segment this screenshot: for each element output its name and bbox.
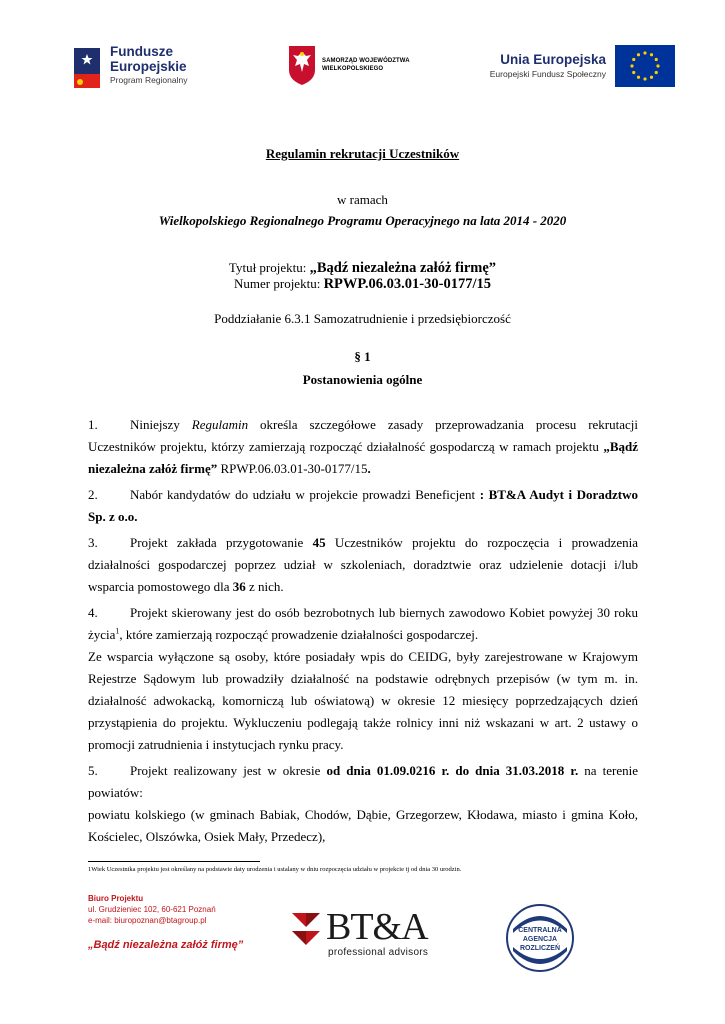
text-run: Niniejszy xyxy=(130,417,192,432)
eu-flag-icon xyxy=(615,45,675,87)
office-address: ul. Grudzieniec 102, 60-621 Poznań xyxy=(88,905,216,914)
eu-star xyxy=(632,71,635,74)
eu-star xyxy=(655,58,658,61)
point-2 xyxy=(88,484,638,528)
bta-logo xyxy=(288,906,438,961)
caroz-line1: CENTRALNA xyxy=(518,927,562,934)
w-ramach: w ramach xyxy=(337,192,388,207)
eagle-shield-icon xyxy=(287,44,317,86)
unia-europejska-label xyxy=(474,52,606,80)
text-run: RPWP.06.03.01-30-0177/15 xyxy=(217,461,368,476)
caroz-line3: ROZLICZEŃ xyxy=(519,945,561,952)
bta-subtitle: professional advisors xyxy=(328,947,429,958)
point-5 xyxy=(88,760,638,804)
point-1 xyxy=(88,414,638,480)
fundusze-europejskie-icon xyxy=(70,44,104,90)
point-number: 5. xyxy=(88,763,98,778)
ue-subtitle: Europejski Fundusz Społeczny xyxy=(489,69,606,79)
regulation-body xyxy=(88,414,638,852)
project-slogan: „Bądź niezależna załóż firmę” xyxy=(88,939,244,951)
point-number: 1. xyxy=(88,417,98,432)
eu-star xyxy=(655,71,658,74)
text-run-bold: : BT&A Audyt i Doradztwo Sp. z o.o. xyxy=(88,487,639,524)
footnote xyxy=(88,866,648,873)
text-run: Nabór kandydatów do udziału w projekcie prowadzi Beneficjent xyxy=(130,487,480,502)
office-email[interactable]: e-mail: biuropoznan@btagroup.pl xyxy=(88,916,207,925)
wielkopolska-logo xyxy=(287,44,437,88)
text-run-bold: od dnia 01.09.0216 r. do dnia 31.03.2018 r. xyxy=(326,763,579,778)
point-number: 3. xyxy=(88,535,98,550)
eu-star xyxy=(632,58,635,61)
project-info xyxy=(60,260,665,292)
text-run-bold: 36 xyxy=(232,579,246,594)
text-run: Projekt realizowany jest w okresie xyxy=(130,763,327,778)
footnote-ref[interactable]: 1 xyxy=(115,626,120,636)
text-run: Uczestników projektu do rozpoczęcia i prowadzenia działalności gospodarczej poprzez udział w szkoleniach, doradztwie oraz udzielenie dotacji i/lub wsparcia pomostowego dla xyxy=(88,535,638,594)
program-name: Wielkopolskiego Regionalnego Programu Operacyjnego na lata 2014 - 2020 xyxy=(158,213,567,228)
footnote-mark: 1 xyxy=(88,866,92,873)
text-run-bold: „Bądź niezależna załóż firmę” xyxy=(88,439,638,476)
project-title-label: Tytuł projektu: xyxy=(228,260,310,275)
fundusze-europejskie-logo xyxy=(70,42,240,94)
eu-star xyxy=(630,64,633,67)
footnote-separator xyxy=(88,861,260,862)
eu-star xyxy=(643,51,646,54)
point-number: 2. xyxy=(88,487,98,502)
text-run: , które zamierzają rozpocząć prowadzenie działalności gospodarczej. xyxy=(119,627,479,642)
text-run: Projekt skierowany jest do osób bezrobotnych lub biernych zawodowo Kobiet powyżej 30 roku życia xyxy=(88,605,638,642)
text-run: określa szczegółowe zasady przeprowadzania procesu rekrutacji Uczestników projektu, którzy zamierzają rozpocząć działalność gospodarczą w ramach projektu xyxy=(88,417,638,454)
eu-star xyxy=(637,76,640,79)
text-run: z nich. xyxy=(245,579,284,594)
text-run-italic: Regulamin xyxy=(191,417,249,432)
eu-star xyxy=(650,76,653,79)
point-3 xyxy=(88,532,638,598)
document-title: Regulamin rekrutacji Uczestników xyxy=(265,146,460,161)
fe-line2: Europejskie xyxy=(110,59,187,74)
eu-star xyxy=(643,77,646,80)
wlkp-line2: WIELKOPOLSKIEGO xyxy=(322,66,384,72)
wlkp-line1: SAMORZĄD WOJEWÓDZTWA xyxy=(322,58,410,64)
point-number: 4. xyxy=(88,605,98,620)
ue-title: Unia Europejska xyxy=(500,52,606,67)
office-title: Biuro Projektu xyxy=(88,894,144,903)
text-run: na terenie powiatów: xyxy=(88,763,638,800)
subaction: Poddziałanie 6.3.1 Samozatrudnienie i przedsiębiorczość xyxy=(214,311,511,326)
text-run-bold: 45 xyxy=(312,535,326,550)
section-title: Postanowienia ogólne xyxy=(302,372,423,387)
footnote-text: Wiek Uczestnika projektu jest określany na podstawie daty urodzenia i ustalany w dniu rozpoczęcia udziału w projekcie tj od dnia 30 urodzin. xyxy=(91,866,462,873)
point-4 xyxy=(88,602,638,646)
section-number: § 1 xyxy=(354,349,371,364)
project-title: „Bądź niezależna załóż firmę” xyxy=(309,260,497,276)
bta-mark-icon xyxy=(288,909,324,949)
fe-line3: Program Regionalny xyxy=(110,75,188,85)
fe-line1: Fundusze xyxy=(110,44,173,59)
eu-star xyxy=(650,53,653,56)
eu-star xyxy=(637,53,640,56)
bta-name: BT&A xyxy=(326,906,428,948)
point-5-continuation: powiatu kolskiego (w gminach Babiak, Chodów, Dąbie, Grzegorzew, Kłodawa, miasto i gmina Koło, Kościelec, Olszówka, Osiek Mały, Przedecz), xyxy=(88,807,638,844)
text-run-bold: . xyxy=(367,461,371,476)
project-number-label: Numer projektu: xyxy=(234,276,324,291)
centralna-agencja-rozliczen-logo xyxy=(505,903,575,973)
project-number: RPWP.06.03.01-30-0177/15 xyxy=(323,276,491,292)
project-office xyxy=(88,893,216,926)
eu-star xyxy=(656,64,659,67)
point-4-continuation: Ze wsparcia wyłączone są osoby, które posiadały wpis do CEIDG, były zarejestrowane w Krajowym Rejestrze Sądowym lub prowadziły działalność na podstawie odrębnych przepisów (w tym m. in. działalność adwokacką, komorniczą lub oświatową) w okresie 12 miesięcy poprzedzających dzień przystąpienia do projektu. Wykluczeniu podlegają także rolnicy inni niż wskazani w art. 2 ustawy o promocji zatrudnienia i instytucjach rynku pracy. xyxy=(88,649,638,752)
caroz-line2: AGENCJA xyxy=(522,936,558,943)
text-run: Projekt zakłada przygotowanie xyxy=(130,535,313,550)
